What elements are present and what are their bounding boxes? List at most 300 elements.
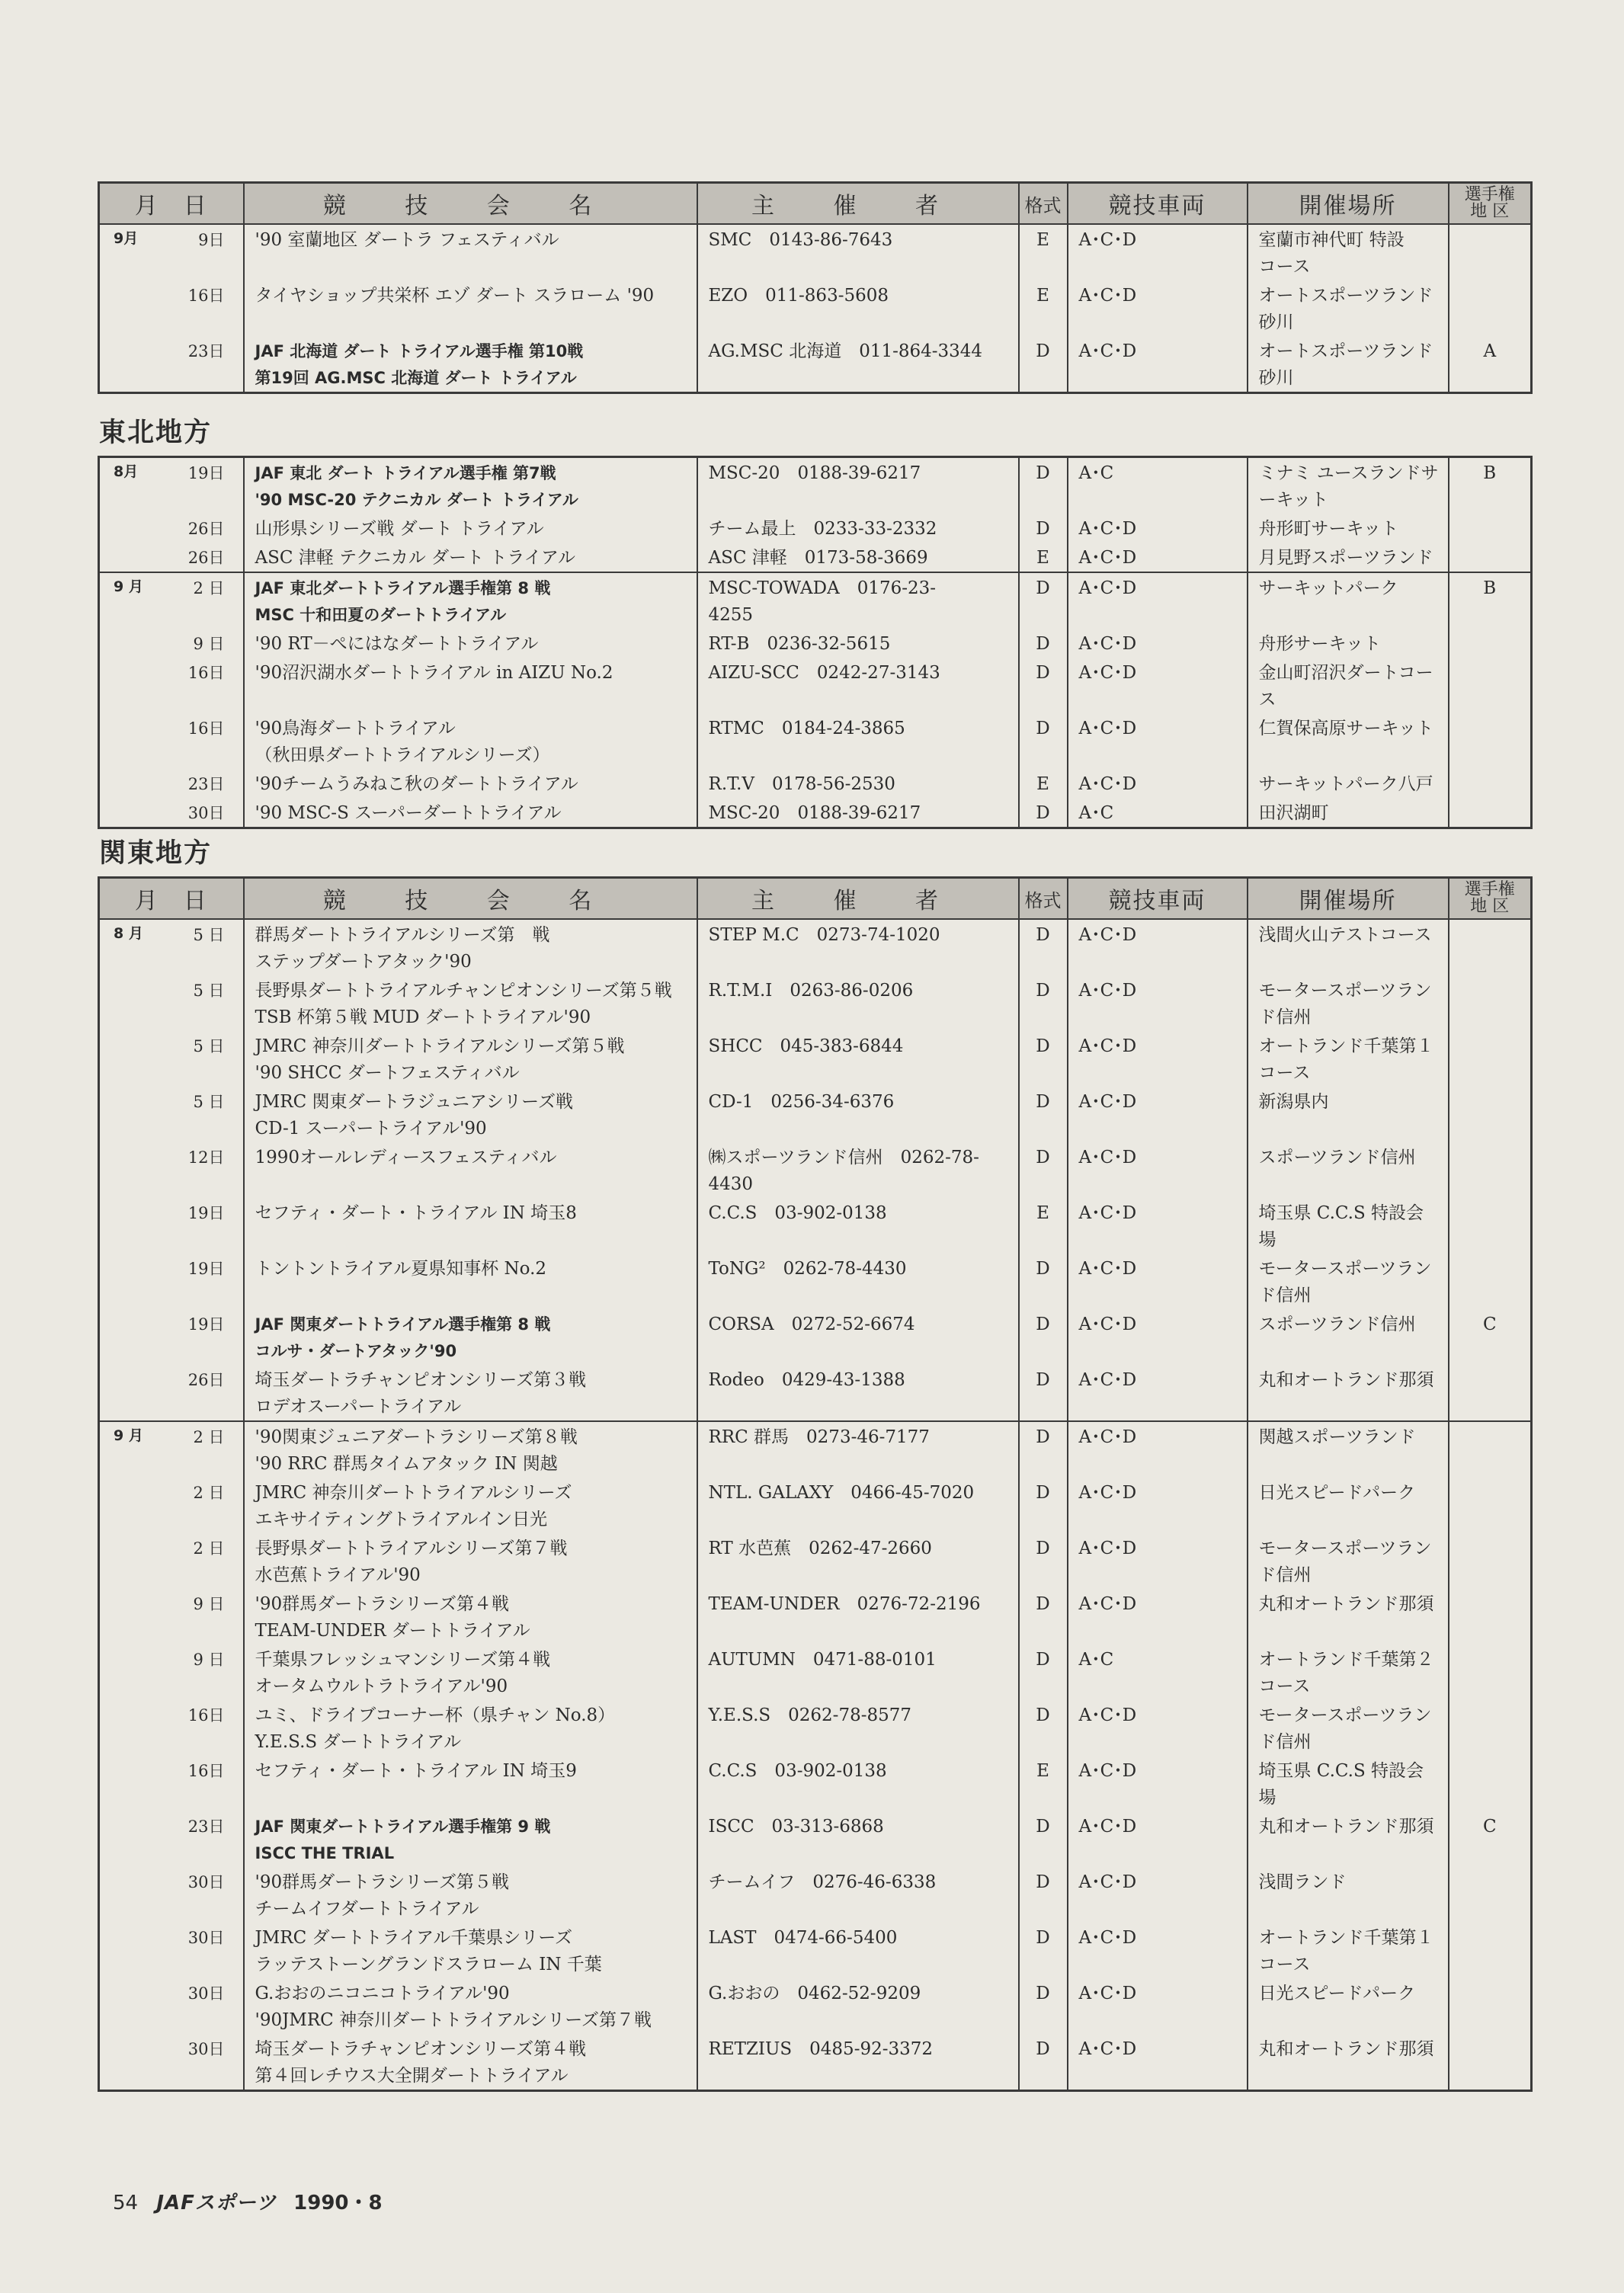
date-wrap [100,1978,243,2007]
venue: 丸和オートランド那須 [1258,1370,1434,1390]
format: D [1036,1259,1050,1279]
event-name-cell [244,975,697,1031]
date-wrap [100,713,243,742]
date-wrap [100,1533,243,1562]
venue-cell [1248,798,1449,828]
vehicles-cell [1068,919,1248,975]
championship-region-cell [1449,1421,1532,1478]
venue: 田沢湖町 [1258,803,1329,823]
table-row [99,1478,1532,1533]
championship-region [1449,280,1531,336]
event-name-cell [244,1087,697,1142]
championship-region-cell [1449,543,1532,572]
event-name: JAF 東北 ダート トライアル選手権 第7戦 '90 MSC-20 テクニカル ダート トライアル [255,464,578,509]
table-row [99,1923,1532,1978]
venue: 埼玉県 C.C.S 特設会 場 [1258,1203,1424,1250]
day-label: 5 日 [193,1093,225,1111]
month-label: 8月 [114,463,139,480]
championship-region-cell [1449,975,1532,1031]
championship-region-cell [1449,1309,1532,1365]
month-label: 9月 [114,230,139,247]
vehicles: A･C･D [1078,1259,1137,1279]
date-cell [99,1756,244,1811]
championship-region-cell [1449,798,1532,828]
table-row [99,1087,1532,1142]
venue-cell [1248,457,1449,514]
organizer: SHCC 045-383-6844 [708,1036,904,1056]
organizer-cell [697,224,1019,280]
championship-region-cell [1449,1365,1532,1421]
section-title-tohoku: 東北地方 [99,418,213,448]
organizer: TEAM-UNDER 0276-72-2196 [708,1594,981,1614]
format-cell [1019,1756,1068,1811]
day-label: 30日 [187,804,225,822]
date-wrap [100,629,243,658]
venue-cell [1248,713,1449,769]
venue-cell [1248,224,1449,280]
table-row [99,1254,1532,1309]
date-cell [99,1867,244,1923]
day-label: 26日 [187,520,225,538]
organizer: C.C.S 03-902-0138 [708,1203,887,1223]
date-cell [99,457,244,514]
date-wrap [100,1309,243,1338]
venue-cell [1248,975,1449,1031]
format-cell [1019,1811,1068,1867]
organizer: チーム最上 0233-33-2332 [708,519,937,539]
organizer-cell [697,1644,1019,1700]
event-name: '90群馬ダートラシリーズ第４戦 TEAM-UNDER ダートトライアル [255,1594,530,1641]
vehicles: A･C [1078,803,1114,823]
date-cell [99,1031,244,1087]
vehicles-cell [1068,769,1248,798]
venue-cell [1248,1254,1449,1309]
date-cell [99,2034,244,2091]
format: D [1036,981,1050,1001]
event-name: '90群馬ダートラシリーズ第５戦 チームイフダートトライアル [255,1872,509,1919]
venue: 月見野スポーツランド [1258,548,1433,568]
format: D [1036,1483,1050,1503]
organizer-cell [697,919,1019,975]
vehicles-cell [1068,713,1248,769]
event-name-cell [244,1589,697,1644]
event-name: 埼玉ダートラチャンピオンシリーズ第３戦 ロデオスーパートライアル [255,1370,587,1417]
format: D [1036,463,1050,483]
date-cell [99,713,244,769]
day-label: 26日 [187,549,225,567]
date-cell [99,1198,244,1254]
championship-region [1449,658,1531,713]
event-name-cell [244,1198,697,1254]
date-cell [99,1700,244,1756]
organizer-cell [697,1087,1019,1142]
event-name-cell [244,1478,697,1533]
organizer-cell [697,2034,1019,2091]
vehicles-cell [1068,1589,1248,1644]
event-name-cell [244,1923,697,1978]
event-name-cell [244,1031,697,1087]
venue: モータースポーツラン ド信州 [1258,1705,1432,1752]
format-cell [1019,1589,1068,1644]
vehicles-cell [1068,280,1248,336]
championship-region [1449,769,1531,798]
vehicles-cell [1068,1700,1248,1756]
vehicles: A･C･D [1078,578,1137,598]
event-name-cell [244,336,697,393]
date-wrap [100,1923,243,1952]
date-cell [99,769,244,798]
day-label: 9 日 [193,635,225,653]
championship-region [1449,1365,1531,1420]
table-row [99,1811,1532,1867]
vehicles-cell [1068,1421,1248,1478]
format-cell [1019,336,1068,393]
date-wrap [100,2034,243,2063]
championship-region-cell [1449,457,1532,514]
event-name: '90 室蘭地区 ダートラ フェスティバル [255,230,559,250]
championship-region-cell [1449,1756,1532,1811]
table-row [99,769,1532,798]
organizer: Y.E.S.S 0262-78-8577 [708,1705,912,1725]
date-wrap [100,1198,243,1227]
championship-region [1449,1031,1531,1087]
vehicles: A･C･D [1078,634,1137,654]
organizer-cell [697,280,1019,336]
organizer-cell [697,572,1019,629]
vehicles: A･C･D [1078,1315,1137,1334]
organizer-cell [697,1533,1019,1589]
day-label: 19日 [187,1315,225,1334]
organizer: ToNG² 0262-78-4430 [708,1259,907,1279]
organizer: G.おおの 0462-52-9209 [708,1984,921,2003]
event-name: JMRC ダートトライアル千葉県シリーズ ラッテストーングランドスラローム IN 千葉 [255,1928,602,1974]
event-name: '90チームうみねこ秋のダートトライアル [255,774,578,794]
format: D [1036,341,1050,361]
format-cell [1019,1365,1068,1421]
table-row [99,514,1532,543]
table-row [99,1142,1532,1198]
format: D [1036,634,1050,654]
table-header-row [99,878,1532,920]
magazine-title: JAFスポーツ [156,2192,277,2215]
championship-region-cell [1449,1867,1532,1923]
championship-region-cell [1449,280,1532,336]
event-name: '90 MSC-S スーパーダートトライアル [255,803,562,823]
format: D [1036,925,1050,945]
tohoku-schedule-table [98,456,1533,829]
event-name: ASC 津軽 テクニカル ダート トライアル [255,548,576,568]
day-label: 19日 [187,1204,225,1222]
format-cell [1019,2034,1068,2091]
venue-cell [1248,1087,1449,1142]
organizer: CD-1 0256-34-6376 [708,1092,895,1112]
championship-region-cell [1449,1700,1532,1756]
vehicles-cell [1068,1142,1248,1198]
vehicles: A･C･D [1078,1594,1137,1614]
organizer-cell [697,1031,1019,1087]
issue-date: 1990・8 [293,2192,383,2215]
format: E [1036,774,1049,794]
championship-region-cell [1449,2034,1532,2091]
event-name: JAF 関東ダートトライアル選手権第 8 戦 コルサ・ダートアタック'90 [255,1315,551,1360]
event-name-cell [244,572,697,629]
event-name: '90関東ジュニアダートラシリーズ第８戦 '90 RRC 群馬タイムアタック IN 関越 [255,1427,578,1474]
format-cell [1019,919,1068,975]
table-row [99,658,1532,713]
date-wrap [100,1031,243,1060]
event-name-cell [244,629,697,658]
format: D [1036,1984,1050,2003]
format: D [1036,1650,1050,1670]
vehicles: A･C･D [1078,1483,1137,1503]
day-label: 30日 [187,1873,225,1891]
championship-region [1449,975,1531,1031]
vehicles: A･C･D [1078,663,1137,683]
event-name-cell [244,1365,697,1421]
organizer: Rodeo 0429-43-1388 [708,1370,905,1390]
day-label: 19日 [187,464,225,482]
championship-region-cell [1449,1644,1532,1700]
date-cell [99,543,244,572]
venue-cell [1248,1867,1449,1923]
venue-cell [1248,1421,1449,1478]
venue: 埼玉県 C.C.S 特設会 場 [1258,1761,1424,1808]
organizer-cell [697,1421,1019,1478]
organizer-cell [697,1867,1019,1923]
championship-region: B [1483,463,1497,483]
event-name-cell [244,1309,697,1365]
date-cell [99,336,244,393]
format-cell [1019,457,1068,514]
day-label: 9 日 [193,1595,225,1613]
format: E [1036,286,1049,306]
organizer-cell [697,514,1019,543]
venue-cell [1248,629,1449,658]
event-name: JMRC 神奈川ダートトライアルシリーズ第５戦 '90 SHCC ダートフェスティバル [255,1036,625,1083]
table-row [99,1365,1532,1421]
date-wrap [100,1700,243,1729]
date-wrap [100,543,243,572]
vehicles: A･C･D [1078,1036,1137,1056]
vehicles: A･C･D [1078,1817,1137,1837]
day-label: 30日 [187,1984,225,2003]
championship-region [1449,1700,1531,1756]
event-name-cell [244,1644,697,1700]
event-name-cell [244,769,697,798]
day-label: 9日 [198,231,225,249]
organizer-cell [697,975,1019,1031]
event-name: セフティ・ダート・トライアル IN 埼玉9 [255,1761,577,1781]
date-cell [99,919,244,975]
header-organizer: 主 催 者 [697,183,1019,225]
table-row [99,1756,1532,1811]
day-label: 2 日 [193,579,225,597]
format-cell [1019,1978,1068,2034]
championship-region [1449,1923,1531,1978]
format-cell [1019,1142,1068,1198]
championship-region [1449,1756,1531,1811]
format-cell [1019,1254,1068,1309]
championship-region-cell [1449,1254,1532,1309]
organizer-cell [697,1142,1019,1198]
format: E [1036,1761,1049,1781]
event-name-cell [244,1533,697,1589]
format: D [1036,1427,1050,1447]
event-name-cell [244,2034,697,2091]
vehicles-cell [1068,1756,1248,1811]
venue: 舟形サーキット [1258,634,1382,654]
championship-region: B [1483,578,1497,598]
header-championship [1449,183,1532,225]
championship-region [1449,225,1531,280]
venue: オートスポーツランド 砂川 [1258,341,1433,388]
organizer: RT-B 0236-32-5615 [708,634,891,654]
date-wrap [100,1365,243,1394]
vehicles: A･C･D [1078,341,1137,361]
organizer: SMC 0143-86-7643 [708,230,893,250]
vehicles-cell [1068,224,1248,280]
vehicles: A･C･D [1078,1370,1137,1390]
format: E [1036,1203,1049,1223]
format-cell [1019,1031,1068,1087]
day-label: 5 日 [193,1037,225,1055]
date-cell [99,572,244,629]
venue: スポーツランド信州 [1258,1315,1416,1334]
venue: サーキットパーク八戸 [1258,774,1433,794]
vehicles: A･C･D [1078,1092,1137,1112]
header-date: 月 日 [99,183,244,225]
championship-region [1449,514,1531,543]
venue: オートスポーツランド 砂川 [1258,286,1433,332]
championship-region [1449,1867,1531,1923]
organizer-cell [697,1700,1019,1756]
event-name: JAF 関東ダートトライアル選手権第 9 戦 ISCC THE TRIAL [255,1817,551,1862]
format: D [1036,2039,1050,2059]
date-cell [99,798,244,828]
format-cell [1019,1087,1068,1142]
format: D [1036,719,1050,738]
venue-cell [1248,1478,1449,1533]
vehicles: A･C･D [1078,1539,1137,1558]
vehicles: A･C･D [1078,1928,1137,1948]
organizer-cell [697,543,1019,572]
vehicles-cell [1068,1978,1248,2034]
date-wrap [100,1867,243,1896]
day-label: 26日 [187,1371,225,1389]
page-number: 54 [113,2192,139,2215]
vehicles: A･C･D [1078,719,1137,738]
vehicles: A･C･D [1078,2039,1137,2059]
date-cell [99,629,244,658]
championship-region: C [1482,1315,1497,1334]
venue-cell [1248,1644,1449,1700]
day-label: 5 日 [193,982,225,1000]
date-cell [99,658,244,713]
day-label: 16日 [187,664,225,682]
organizer: RETZIUS 0485-92-3372 [708,2039,934,2059]
vehicles: A･C･D [1078,1872,1137,1892]
venue: スポーツランド信州 [1258,1148,1416,1167]
organizer: ㈱スポーツランド信州 0262-78- 4430 [708,1148,979,1194]
championship-region [1449,1142,1531,1198]
format-cell [1019,1700,1068,1756]
format: D [1036,1370,1050,1390]
day-label: 9 日 [193,1651,225,1669]
table-row [99,919,1532,975]
organizer: RRC 群馬 0273-46-7177 [708,1427,930,1447]
venue: モータースポーツラン ド信州 [1258,1539,1432,1585]
organizer-cell [697,629,1019,658]
vehicles-cell [1068,457,1248,514]
organizer: RTMC 0184-24-3865 [708,719,905,738]
section-title-kanto: 関東地方 [99,838,213,869]
event-name: 長野県ダートトライアルシリーズ第７戦 水芭蕉トライアル'90 [255,1539,568,1585]
venue: 浅間火山テストコース [1258,925,1432,945]
organizer: CORSA 0272-52-6674 [708,1315,915,1334]
organizer-cell [697,1198,1019,1254]
header-date: 月 日 [99,878,244,920]
vehicles: A･C･D [1078,1761,1137,1781]
event-name: 千葉県フレッシュマンシリーズ第４戦 オータムウルトラトライアル'90 [255,1650,551,1696]
championship-region-cell [1449,1589,1532,1644]
organizer: チームイフ 0276-46-6338 [708,1872,937,1892]
championship-region [1449,1254,1531,1309]
format: D [1036,519,1050,539]
event-name: 埼玉ダートラチャンピオンシリーズ第４戦 第４回レチウス大全開ダートトライアル [255,2039,587,2086]
event-name-cell [244,658,697,713]
championship-region [1449,1198,1531,1254]
event-name: 長野県ダートトライアルチャンピオンシリーズ第５戦 TSB 杯第５戦 MUD ダートトライアル'90 [255,981,672,1027]
header-format: 格式 [1019,878,1068,920]
organizer-cell [697,1923,1019,1978]
header-organizer: 主 催 者 [697,878,1019,920]
day-label: 2 日 [193,1428,225,1446]
date-cell [99,975,244,1031]
vehicles-cell [1068,2034,1248,2091]
date-wrap [100,1142,243,1171]
vehicles-cell [1068,336,1248,393]
championship-region [1449,1478,1531,1533]
organizer-cell [697,1811,1019,1867]
event-name-cell [244,224,697,280]
venue: ミナミ ユースランドサ ーキット [1258,463,1439,510]
event-name: セフティ・ダート・トライアル IN 埼玉8 [255,1203,577,1223]
event-name: JAF 東北ダートトライアル選手権第 8 戦 MSC 十和田夏のダートトライアル [255,579,551,624]
format: D [1036,663,1050,683]
organizer: R.T.M.I 0263-86-0206 [708,981,914,1001]
hokkaido-schedule-table [98,181,1533,394]
date-cell [99,1254,244,1309]
championship-region [1449,1533,1531,1589]
format-cell [1019,629,1068,658]
header-championship [1449,878,1532,920]
day-label: 16日 [187,719,225,738]
day-label: 23日 [187,775,225,793]
event-name-cell [244,1978,697,2034]
date-cell [99,280,244,336]
venue-cell [1248,658,1449,713]
venue-cell [1248,543,1449,572]
championship-region: A [1483,341,1497,361]
championship-region: C [1482,1817,1497,1837]
format: E [1036,548,1049,568]
event-name-cell [244,1142,697,1198]
championship-region-cell [1449,1478,1532,1533]
organizer: ISCC 03-313-6868 [708,1817,884,1837]
championship-region [1449,1422,1531,1478]
championship-region-cell [1449,224,1532,280]
vehicles: A･C･D [1078,1148,1137,1167]
